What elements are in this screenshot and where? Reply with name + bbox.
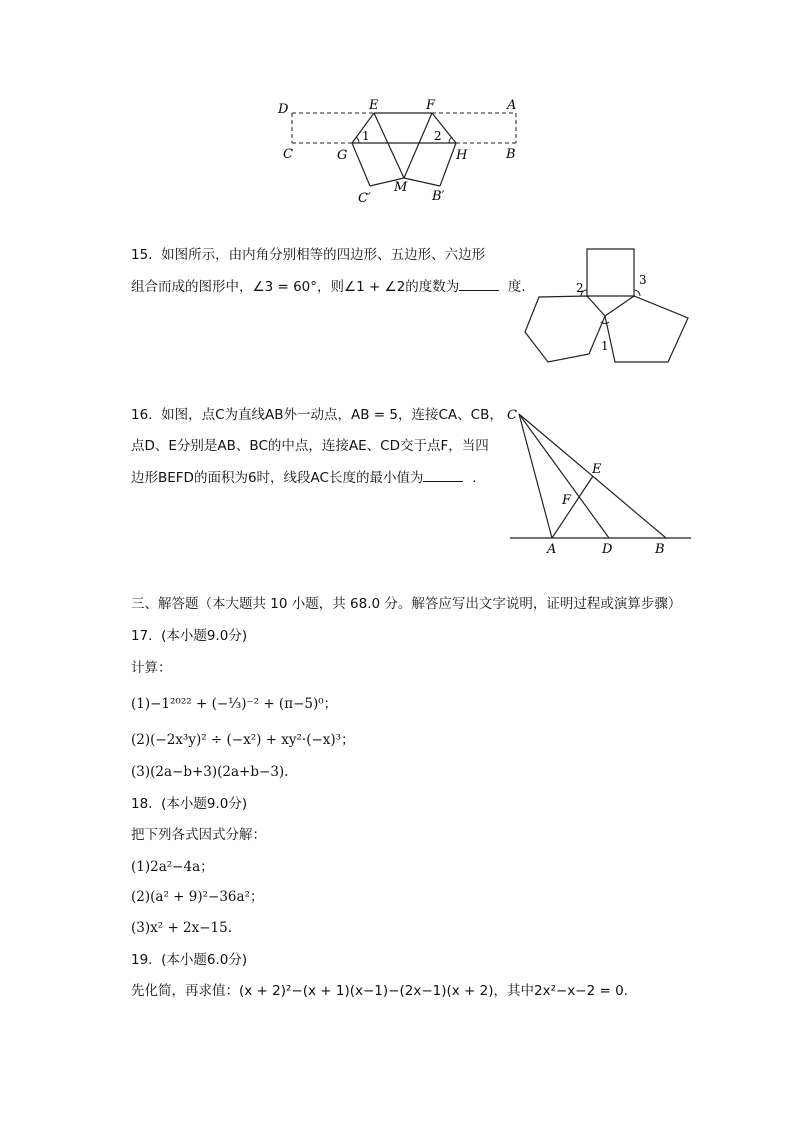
q17-item-1: (1)−1²⁰²² + (−⅓)⁻² + (π−5)⁰；: [131, 696, 338, 712]
label-G: G: [337, 148, 348, 163]
label-angle-2: 2: [434, 129, 442, 143]
label-angle-1: 1: [362, 129, 370, 143]
figure-15: [520, 244, 695, 370]
q18-item-2: (2)(a² + 9)²−36a²；: [131, 889, 264, 905]
q17-prompt: 计算：: [131, 660, 172, 676]
q16-text-1: 如图，点C为直线AB外一动点，AB = 5，连接CA、CB，: [161, 407, 503, 423]
q15-line1: [131, 246, 485, 264]
label-A: A: [507, 98, 517, 113]
q17-item-3: (3)(2a−b+3)(2a+b−3).: [131, 764, 289, 780]
q15-line2: [131, 276, 526, 296]
q19-header: [131, 951, 247, 969]
label-E: E: [369, 98, 379, 113]
label-B-prime: B′: [432, 189, 445, 204]
fig15-label-2: 2: [576, 281, 584, 295]
q18-header: [131, 795, 247, 813]
q18-prompt: 把下列各式因式分解：: [131, 827, 266, 843]
fig16-label-E: E: [592, 462, 602, 477]
q16-line3: [131, 467, 476, 487]
label-H: H: [456, 148, 468, 163]
label-D: D: [278, 102, 289, 117]
q15-text-1: 如图所示，由内角分别相等的四边形、五边形、六边形: [161, 247, 486, 263]
q18-number: 18.: [131, 796, 153, 812]
q17-header: [131, 627, 247, 645]
q16-answer-blank: [423, 467, 463, 482]
label-F: F: [426, 98, 436, 113]
q17-score: (本小题9.0分): [161, 628, 248, 644]
q16-line2: [131, 437, 489, 455]
q17-number: 17.: [131, 628, 153, 644]
q17-item-2: (2)(−2x³y)² ÷ (−x²) + xy²·(−x)³；: [131, 732, 355, 748]
fig16-label-A: A: [547, 542, 557, 557]
fig15-label-3: 3: [639, 273, 647, 287]
q16-text-2: 点D、E分别是AB、BC的中点，连接AE、CD交于点F，当四: [131, 438, 489, 454]
fig16-label-B: B: [655, 542, 665, 557]
section-3-title: 三、解答题（本大题共 10 小题，共 68.0 分。解答应写出文字说明，证明过程或演算步骤）: [131, 596, 682, 612]
q18-item-3: (3)x² + 2x−15.: [131, 920, 233, 936]
fig16-label-C: C: [507, 408, 517, 423]
q19-score: (本小题6.0分): [161, 952, 248, 968]
q16-line1: [131, 406, 503, 424]
q18-item-1: (1)2a²−4a；: [131, 859, 214, 875]
q19-number: 19.: [131, 952, 153, 968]
label-C-prime: C′: [358, 191, 371, 206]
q16-text-3-end: .: [472, 470, 477, 486]
q15-text-2-end: 度.: [507, 279, 526, 295]
figure-16: [505, 404, 695, 558]
fig15-label-1: 1: [601, 339, 609, 353]
fig16-label-F: F: [562, 493, 572, 508]
q15-answer-blank: [459, 276, 499, 291]
q15-text-2: 组合而成的图形中，∠3 = 60°，则∠1 + ∠2的度数为: [131, 279, 460, 295]
q19-prompt: 先化简，再求值：(x + 2)²−(x + 1)(x−1)−(2x−1)(x + 2)，其中2x²−x−2 = 0.: [131, 983, 628, 999]
label-M: M: [394, 180, 408, 195]
q16-number: 16.: [131, 407, 153, 423]
q16-text-3: 边形BEFD的面积为6时，线段AC长度的最小值为: [131, 470, 424, 486]
label-C: C: [283, 147, 293, 162]
label-B: B: [506, 147, 516, 162]
fig16-label-D: D: [602, 542, 613, 557]
q15-number: 15.: [131, 247, 153, 263]
q18-score: (本小题9.0分): [161, 796, 248, 812]
figure-14: [270, 92, 530, 210]
